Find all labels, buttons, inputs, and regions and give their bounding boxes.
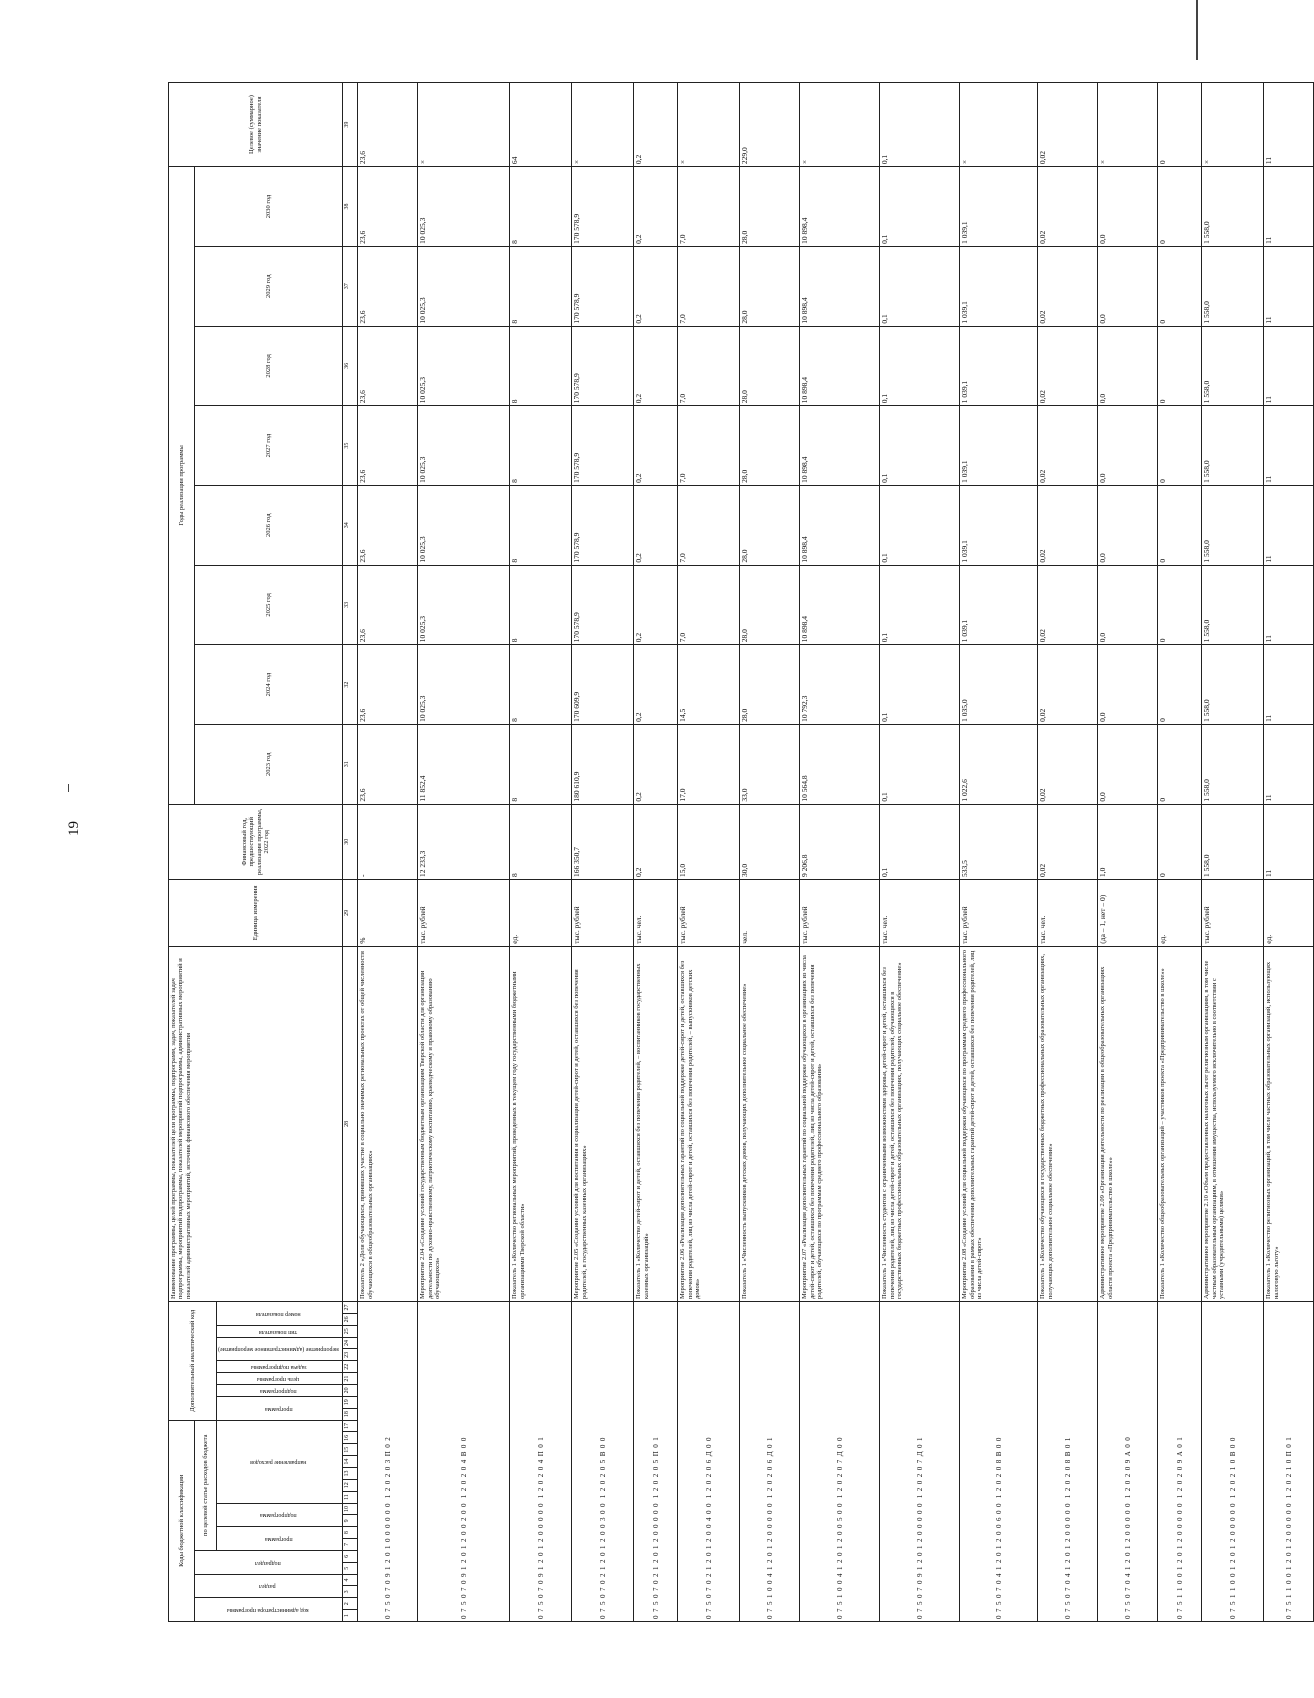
row-year-value: 0,0 [1098,326,1158,406]
column-index: 7 [343,1539,358,1551]
row-year-value: 11 [1264,406,1314,486]
header-target-article: по целевой статье расходов бюджета [195,1420,217,1550]
row-year-value: 23,6 [358,645,418,725]
header-year-2029: 2029 год [195,246,343,326]
column-index: 25 [343,1325,358,1337]
row-year-value: 0,2 [634,565,678,645]
table-row [880,83,960,1622]
row-fin-year: 11 [1264,804,1314,879]
column-index: 31 [343,724,358,804]
row-name: Мероприятие 2.07 «Реализация дополнительных гарантий по социальной поддержке обучающихся в организациях из числа детей-сирот и детей, оставшихся без попечения родителей, лиц из числа детей-сирот и детей, оставшихся без попечения родителей, обучающихся по программам среднего профессионального образования» [800,946,880,1301]
row-target: 0 [1158,83,1202,167]
row-year-value: 1 035,0 [960,645,1038,725]
row-year-value: 1 558,0 [1202,485,1264,565]
row-year-value: 23,6 [358,326,418,406]
row-year-value: 28,0 [740,645,800,725]
row-year-value: 10 792,3 [800,645,880,725]
row-year-value: 0,0 [1098,246,1158,326]
row-year-value: 1 558,0 [1202,406,1264,486]
row-year-value: 10 564,8 [800,724,880,804]
row-year-value: 7,0 [678,485,740,565]
row-year-value: 0,1 [880,406,960,486]
column-index: 37 [343,246,358,326]
header-year-2025: 2025 год [195,565,343,645]
row-year-value: 0,2 [634,645,678,725]
row-year-value: 0,02 [1038,167,1098,247]
row-year-value: 170 578,9 [572,167,634,247]
row-code: 0 7 5 1 1 0 0 1 2 0 1 2 0 0 0 0 0 1 2 0 2 1 0 В 0 0 [1202,1302,1264,1622]
header-razdel: раздел [195,1574,343,1598]
row-year-value: 170 578,9 [572,246,634,326]
row-year-value: 10 025,3 [418,645,510,725]
row-code: 0 7 5 0 7 0 4 1 2 0 1 2 0 0 0 0 0 1 2 0 2 0 8 В 0 1 [1038,1302,1098,1622]
row-fin-year: 1 558,0 [1202,804,1264,879]
row-year-value: 11 [1264,326,1314,406]
row-year-value: 23,6 [358,167,418,247]
column-index: 14 [343,1456,358,1468]
row-year-value: 8 [510,246,572,326]
row-unit: ед. [1264,879,1314,946]
column-index: 10 [343,1503,358,1515]
column-index: 13 [343,1468,358,1480]
table-body [343,83,1314,1622]
header-podrazdel: подраздел [195,1550,343,1574]
table-row [1202,83,1264,1622]
header-dop-pokaz: номер показателя [217,1302,343,1326]
row-name: Показатель 1 «Количество обучающихся в государственных бюджетных профессиональных образовательных организациях, получающих дополнительное социальное обеспечение» [1038,946,1098,1301]
row-name: Показатель 1 «Количество региональных мероприятий, проведенных в текущем году государственными бюджетными организациями Тверской области» [510,946,572,1301]
row-fin-year: 0 [1158,804,1202,879]
row-fin-year: 12 233,3 [418,804,510,879]
table-row [510,83,572,1622]
row-year-value: 10 025,3 [418,326,510,406]
row-year-value: 1 558,0 [1202,326,1264,406]
column-index: 19 [343,1396,358,1408]
row-name: Показатель 1 «Количество детей-сирот и детей, оставшихся без попечения родителей, – воспитанников государственных казенных организаций» [634,946,678,1301]
budget-program-table [168,82,1314,1622]
row-unit: тыс. рублей [960,879,1038,946]
row-year-value: 0,1 [880,246,960,326]
header-dop-cel: цель программы [217,1373,343,1385]
column-index: 23 [343,1349,358,1361]
row-year-value: 11 [1264,246,1314,326]
header-year-2030: 2030 год [195,167,343,247]
row-year-value: 0 [1158,406,1202,486]
header-dop-podprogramma: подпрограмма [217,1384,343,1396]
row-year-value: 8 [510,724,572,804]
column-index: 2 [343,1598,358,1610]
row-year-value: 1 558,0 [1202,645,1264,725]
row-year-value: 1 039,1 [960,485,1038,565]
row-name: Показатель 1 «Численность выпускников детских домов, получающих дополнительное социальное обеспечение» [740,946,800,1301]
row-year-value: 1 039,1 [960,167,1038,247]
row-name: Показатель 1 «Численность студентов с ограниченными возможностями здоровья, детей-сирот и детей, оставшихся без попечения родителей, лиц из числа детей-сирот и детей, оставшихся без попечения родителей, обучающихся в государственных бюджетных профессиональных образовательных организациях, получающих социальное обеспечение» [880,946,960,1301]
table-row [800,83,880,1622]
header-name: Наименование программы, целей программы, показателей цели программы, подпрограмм, задач, показателей задач подпрограммы, мероприятий подпрограммы, показателей мероприятий подпрограммы, административных мероприятий и показателей административных мероприятий, источник финансового обеспечения мероприятия [169,946,343,1301]
row-year-value: 0,1 [880,485,960,565]
header-years-group: Годы реализации программы [169,167,195,804]
row-year-value: 0,02 [1038,406,1098,486]
row-year-value: 1 558,0 [1202,724,1264,804]
row-fin-year: 15,0 [678,804,740,879]
row-target: × [800,83,880,167]
row-year-value: 0,1 [880,645,960,725]
column-index: 28 [343,946,358,1301]
header-dop-zadacha: задача подпрограммы [217,1361,343,1373]
row-year-value: 23,6 [358,246,418,326]
row-target: 0,1 [880,83,960,167]
row-year-value: 28,0 [740,565,800,645]
row-unit: тыс. рублей [418,879,510,946]
row-year-value: 10 898,4 [800,406,880,486]
row-year-value: 0,02 [1038,326,1098,406]
row-unit: тыс. рублей [1202,879,1264,946]
row-name: Мероприятие 2.06 «Реализация дополнительных гарантий по социальной поддержке детей-сирот и детей, оставшихся без попечения родителей, лиц из числа детей-сирот и детей, оставшихся без попечения родителей, – выпускников детских домов» [678,946,740,1301]
table-row [1158,83,1202,1622]
column-index: 1 [343,1610,358,1622]
row-year-value: 10 898,4 [800,246,880,326]
row-unit: тыс. чел. [634,879,678,946]
row-name: Показатель 1 «Количество общеобразовательных организаций – участников проекта «Предпринимательство в школе»» [1158,946,1202,1301]
row-target: × [1202,83,1264,167]
row-year-value: 14,5 [678,645,740,725]
header-target: Целевое (суммарное) значение показателя [169,83,343,167]
row-fin-year: 166 350,7 [572,804,634,879]
row-year-value: 1 039,1 [960,406,1038,486]
row-fin-year: 0,2 [634,804,678,879]
row-year-value: 11 852,4 [418,724,510,804]
row-target: 0,02 [1038,83,1098,167]
row-code: 0 7 5 1 1 0 0 1 2 0 1 2 0 0 0 0 0 1 2 0 2 1 0 П 0 1 [1264,1302,1314,1622]
row-year-value: 170 578,9 [572,565,634,645]
row-target: × [572,83,634,167]
row-year-value: 28,0 [740,246,800,326]
row-target: 229,0 [740,83,800,167]
row-year-value: 10 898,4 [800,326,880,406]
row-year-value: 170 578,9 [572,326,634,406]
row-year-value: 0,02 [1038,724,1098,804]
row-unit: тыс. рублей [678,879,740,946]
row-code: 0 7 5 0 7 0 9 1 2 0 1 2 0 0 2 0 0 1 2 0 2 0 4 В 0 0 [418,1302,510,1622]
row-code: 0 7 5 1 0 0 4 1 2 0 1 2 0 0 0 0 0 1 2 0 2 0 6 Д 0 1 [740,1302,800,1622]
row-year-value: 0,02 [1038,485,1098,565]
row-year-value: 170 578,9 [572,485,634,565]
row-unit: чел. [740,879,800,946]
header-napravlenie: направление расходов [217,1420,343,1503]
row-year-value: 8 [510,326,572,406]
row-year-value: 0,02 [1038,246,1098,326]
row-year-value: 0,1 [880,724,960,804]
column-index: 22 [343,1361,358,1373]
column-index: 26 [343,1313,358,1325]
row-year-value: 1 039,1 [960,246,1038,326]
row-year-value: 8 [510,167,572,247]
row-year-value: 10 025,3 [418,167,510,247]
column-index: 34 [343,485,358,565]
header-year-2023: 2023 год [195,724,343,804]
header-additional-code: Дополнительный аналитический код [169,1302,217,1420]
row-year-value: 28,0 [740,326,800,406]
row-year-value: 8 [510,645,572,725]
table-row [1098,83,1158,1622]
row-year-value: 11 [1264,485,1314,565]
header-year-2028: 2028 год [195,326,343,406]
column-index: 5 [343,1562,358,1574]
row-fin-year: 1,0 [1098,804,1158,879]
page-number: 19 [66,821,82,836]
row-year-value: 0,2 [634,326,678,406]
header-dop-programma: программа [217,1396,343,1420]
column-index: 9 [343,1515,358,1527]
row-year-value: 1 558,0 [1202,167,1264,247]
column-index: 29 [343,879,358,946]
row-code: 0 7 5 0 7 0 2 1 2 0 1 2 0 0 4 0 0 1 2 0 2 0 6 Д 0 0 [678,1302,740,1622]
scan-edge-mark-top [1196,0,1198,60]
row-target: × [678,83,740,167]
column-index: 24 [343,1337,358,1349]
row-year-value: 0,2 [634,724,678,804]
row-year-value: 1 039,1 [960,565,1038,645]
row-year-value: 0,0 [1098,485,1158,565]
column-index: 21 [343,1373,358,1385]
row-year-value: 28,0 [740,485,800,565]
header-year-2024: 2024 год [195,645,343,725]
row-unit: тыс. рублей [800,879,880,946]
row-year-value: 0,0 [1098,167,1158,247]
row-unit: тыс. чел. [880,879,960,946]
row-year-value: 11 [1264,167,1314,247]
table-row [960,83,1038,1622]
row-year-value: 7,0 [678,167,740,247]
row-year-value: 0 [1158,645,1202,725]
row-unit: (да – 1, нет – 0) [1098,879,1158,946]
column-index: 12 [343,1479,358,1491]
row-year-value: 0,0 [1098,406,1158,486]
header-year-2027: 2027 год [195,406,343,486]
row-code: 0 7 5 0 7 0 2 1 2 0 1 2 0 0 3 0 0 1 2 0 2 0 5 В 0 0 [572,1302,634,1622]
row-year-value: 10 025,3 [418,406,510,486]
row-year-value: 10 025,3 [418,565,510,645]
header-programma: программа [217,1527,343,1551]
row-name: Показатель 2 «Доля обучающихся, принявших участие в социально значимых региональных проектах от общей численности обучающихся в общеобразовательных организациях» [358,946,418,1301]
row-year-value: 10 025,3 [418,485,510,565]
table-row [358,83,418,1622]
row-unit: % [358,879,418,946]
column-index: 17 [343,1420,358,1432]
row-year-value: 0,2 [634,246,678,326]
column-index: 6 [343,1550,358,1562]
row-year-value: 33,0 [740,724,800,804]
row-year-value: 1 022,6 [960,724,1038,804]
table-row [1264,83,1314,1622]
row-name: Административное мероприятие 2.09 «Организация деятельности по реализации в общеобразовательных организациях области проекта «Предпринимательство в школе»» [1098,946,1158,1301]
header-podprogramma: подпрограмма [217,1503,343,1527]
row-year-value: 10 898,4 [800,167,880,247]
row-year-value: 0,1 [880,167,960,247]
column-index: 36 [343,326,358,406]
row-year-value: 0 [1158,485,1202,565]
row-year-value: 10 898,4 [800,485,880,565]
row-name: Мероприятие 2.08 «Создание условий для социальной поддержки обучающихся по программам среднего профессионального образования в рамках обеспечения дополнительных гарантий детей-сирот и детей, оставшихся без попечения родителей, лиц из числа детей-сирот» [960,946,1038,1301]
column-index-row [343,83,358,1622]
row-code: 0 7 5 0 7 0 2 1 2 0 1 2 0 0 0 0 0 1 2 0 2 0 5 П 0 1 [634,1302,678,1622]
header-dop-meropr: мероприятие (административное мероприятие) [217,1337,343,1361]
row-year-value: 23,6 [358,565,418,645]
row-unit: ед. [510,879,572,946]
row-name: Мероприятие 2.04 «Создание условий государственным бюджетным организациям Тверской области для организации деятельности по духовно-нравственному, патриотическому воспитанию, краеведческому и правовому образованию обучающихся» [418,946,510,1301]
row-year-value: 7,0 [678,565,740,645]
table-row [678,83,740,1622]
row-code: 0 7 5 0 7 0 9 1 2 0 1 2 0 0 0 0 0 1 2 0 2 0 4 П 0 1 [510,1302,572,1622]
header-dop-tip: тип показателя [217,1325,343,1337]
header-fin-year: Финансовый год, предшествующий реализации программы, 2022 год [169,804,343,879]
row-year-value: 0,02 [1038,645,1098,725]
table-row [740,83,800,1622]
row-year-value: 7,0 [678,246,740,326]
rotated-table-sheet [168,82,1293,1622]
column-index: 39 [343,83,358,167]
row-year-value: 0,0 [1098,565,1158,645]
header-admin: код администратора программы [195,1598,343,1622]
column-index: 20 [343,1384,358,1396]
row-year-value: 0 [1158,326,1202,406]
row-year-value: 10 898,4 [800,565,880,645]
table-row [418,83,510,1622]
row-code: 0 7 5 1 0 0 4 1 2 0 1 2 0 0 5 0 0 1 2 0 2 0 7 Д 0 0 [800,1302,880,1622]
row-year-value: 1 558,0 [1202,246,1264,326]
column-index: 33 [343,565,358,645]
row-year-value: 11 [1264,724,1314,804]
column-index: 27 [343,1302,358,1314]
row-code: 0 7 5 0 7 0 4 1 2 0 1 2 0 0 0 0 0 1 2 0 2 0 9 А 0 0 [1098,1302,1158,1622]
row-year-value: 0,2 [634,406,678,486]
row-target: 11 [1264,83,1314,167]
row-year-value: 11 [1264,645,1314,725]
row-year-value: 11 [1264,565,1314,645]
column-index: 18 [343,1408,358,1420]
row-unit: тыс. чел. [1038,879,1098,946]
row-name: Показатель 1 «Количество религиозных организаций, в том числе частных образовательных организаций, использующих налоговую льготу» [1264,946,1314,1301]
header-budget-codes: Коды бюджетной классификации [169,1420,195,1621]
column-index: 3 [343,1586,358,1598]
row-year-value: 0,02 [1038,565,1098,645]
column-index: 15 [343,1444,358,1456]
row-fin-year: 30,0 [740,804,800,879]
table-row [572,83,634,1622]
row-unit: тыс. рублей [572,879,634,946]
row-year-value: 0,2 [634,485,678,565]
table-row [1038,83,1098,1622]
row-year-value: 28,0 [740,406,800,486]
row-year-value: 1 558,0 [1202,565,1264,645]
row-unit: ед. [1158,879,1202,946]
row-year-value: 7,0 [678,406,740,486]
row-year-value: 23,6 [358,406,418,486]
row-fin-year: 0,1 [880,804,960,879]
row-target: × [418,83,510,167]
row-year-value: 0 [1158,565,1202,645]
row-year-value: 17,0 [678,724,740,804]
row-fin-year: 8 [510,804,572,879]
row-fin-year: 0,02 [1038,804,1098,879]
column-index: 8 [343,1527,358,1539]
column-index: 35 [343,406,358,486]
row-year-value: 10 025,3 [418,246,510,326]
rotated-table-wrapper [168,82,1293,1622]
table-row [634,83,678,1622]
row-year-value: 0 [1158,246,1202,326]
row-year-value: 7,0 [678,326,740,406]
row-code: 0 7 5 1 1 0 0 1 2 0 1 2 0 0 0 0 0 1 2 0 2 0 9 А 0 1 [1158,1302,1202,1622]
row-year-value: 1 039,1 [960,326,1038,406]
row-target: × [960,83,1038,167]
column-index: 38 [343,167,358,247]
column-index: 32 [343,645,358,725]
row-code: 0 7 5 0 7 0 9 1 2 0 1 0 0 0 0 0 0 1 2 0 2 0 3 П 0 2 [358,1302,418,1622]
row-year-value: 0,2 [634,167,678,247]
row-target: 64 [510,83,572,167]
row-year-value: 0,1 [880,565,960,645]
row-target: 23,6 [358,83,418,167]
header-unit: Единица измерения [169,879,343,946]
row-target: 0,2 [634,83,678,167]
row-fin-year: 533,5 [960,804,1038,879]
row-year-value: 0,0 [1098,645,1158,725]
row-year-value: 8 [510,406,572,486]
row-year-value: 0,1 [880,326,960,406]
header-year-2026: 2026 год [195,485,343,565]
row-year-value: 0,0 [1098,724,1158,804]
row-year-value: 23,6 [358,485,418,565]
row-year-value: 8 [510,485,572,565]
row-target: × [1098,83,1158,167]
row-code: 0 7 5 0 7 0 4 1 2 0 1 2 0 0 6 0 0 1 2 0 2 0 8 В 0 0 [960,1302,1038,1622]
row-fin-year: - [358,804,418,879]
row-year-value: 23,6 [358,724,418,804]
row-year-value: 170 609,9 [572,645,634,725]
row-year-value: 28,0 [740,167,800,247]
row-name: Административное мероприятие 2.10 «Объем предоставленных налоговых льгот религиозным организациям, в том числе частным образовательным организациям, в отношении имущества, используемого исключительно в соответствии с уставными (учредительными) целями» [1202,946,1264,1301]
column-index: 11 [343,1491,358,1503]
row-year-value: 8 [510,565,572,645]
column-index: 16 [343,1432,358,1444]
scan-edge-mark-left [68,784,69,792]
row-year-value: 0 [1158,167,1202,247]
column-index: 4 [343,1574,358,1586]
row-fin-year: 9 206,8 [800,804,880,879]
row-year-value: 180 610,9 [572,724,634,804]
column-index: 30 [343,804,358,879]
row-year-value: 170 578,9 [572,406,634,486]
row-name: Мероприятие 2.05 «Создание условий для воспитания и социализации детей-сирот и детей, оставшихся без попечения родителей, в государственных казенных организациях» [572,946,634,1301]
row-code: 0 7 5 0 7 0 9 1 2 0 1 2 0 0 0 0 0 1 2 0 2 0 7 Д 0 1 [880,1302,960,1622]
row-year-value: 0 [1158,724,1202,804]
